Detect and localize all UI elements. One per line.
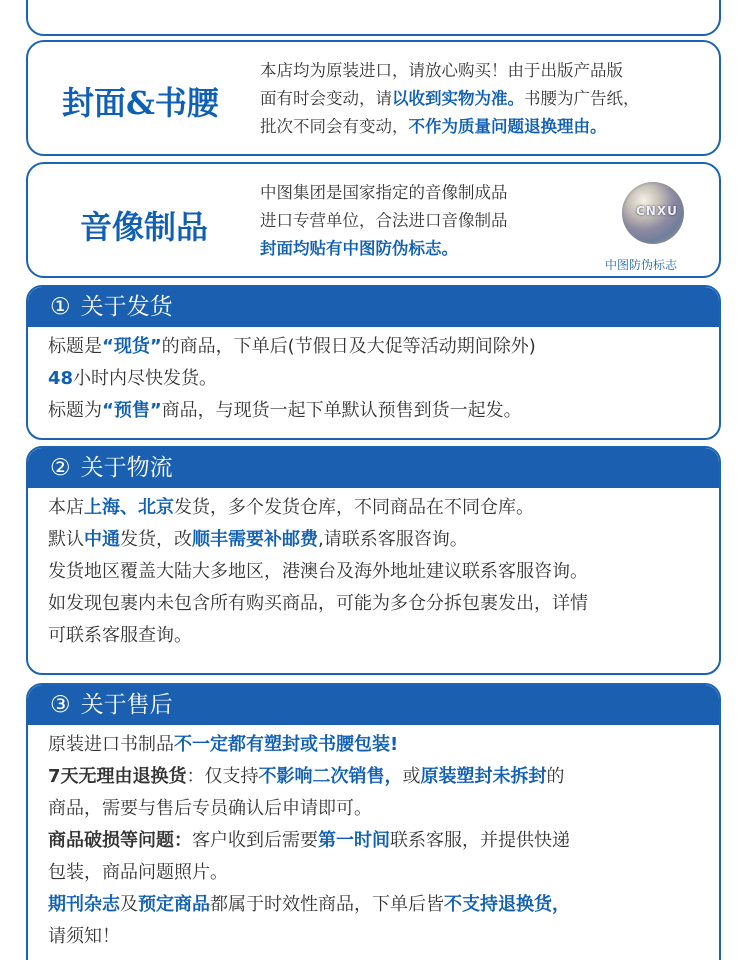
section-header [28, 448, 719, 488]
section-title: 关于物流 [80, 455, 173, 481]
text: ,请联系客服咨询。 [318, 529, 468, 550]
section-body [28, 488, 719, 652]
text: 默认 [48, 529, 84, 550]
highlight-text: 不影响二次销售， [258, 766, 403, 787]
logistics-section [26, 446, 721, 675]
text: 联系客服，并提供快递 [390, 830, 570, 851]
highlight-text: 不一定都有塑封或书腰包装! [174, 734, 399, 755]
text: 标题为 [48, 400, 102, 421]
bold-text: 7天无理由退换货 [48, 766, 187, 787]
audio-video-text [260, 179, 580, 263]
section-title: 关于售后 [80, 692, 173, 718]
highlight-text: 不支持退换货， [444, 894, 570, 915]
section-number: ② [50, 455, 71, 481]
highlight-text: 中通 [84, 529, 120, 550]
section-number: ① [50, 294, 71, 320]
text: 面有时会变动，请 [260, 89, 392, 108]
text: 商品，需要与售后专员确认后申请即可。 [48, 798, 372, 819]
section-body [28, 725, 719, 953]
bold-text: 商品破损等问题： [48, 830, 192, 851]
section-header [28, 287, 719, 327]
hologram-label: 中图防伪标志 [605, 258, 678, 272]
highlight-text: 原装塑封未拆封 [420, 766, 547, 787]
audio-video-title: 音像制品 [80, 208, 209, 246]
section-header [28, 685, 719, 725]
text: 的商品，下单后(节假日及大促等活动期间除外) [161, 336, 536, 357]
text: 商品，与现货一起下单默认预售到货一起发。 [161, 400, 522, 421]
text: 客户收到后需要 [192, 830, 318, 851]
text: 进口专营单位，合法进口音像制品 [260, 211, 508, 230]
hologram-text: CNXU [636, 204, 678, 218]
text: 可联系客服查询。 [48, 625, 192, 646]
text: 批次不同会有变动， [260, 117, 409, 136]
highlight-text: “预售” [102, 400, 162, 421]
highlight-text: 预定商品 [138, 894, 210, 915]
anti-counterfeit-hologram-icon [622, 182, 684, 244]
text: 发货，多个发货仓库，不同商品在不同仓库。 [174, 497, 534, 518]
text: 都属于时效性商品，下单后皆 [210, 894, 444, 915]
highlight-text: 期刊杂志 [48, 894, 120, 915]
top-banner [26, 0, 721, 36]
highlight-text: 上海、北京 [84, 497, 174, 518]
section-body [28, 327, 719, 427]
highlight-text: 顺丰需要补邮费 [192, 529, 318, 550]
text: 如发现包裹内未包含所有购买商品，可能为多仓分拆包裹发出，详情 [48, 593, 588, 614]
highlight-text: “现货” [102, 336, 162, 357]
audio-video-card [26, 162, 721, 278]
cover-belt-card [26, 40, 721, 156]
highlight-text: 48 [48, 368, 74, 389]
text: 发货，改 [120, 529, 192, 550]
cover-belt-title: 封面&书腰 [62, 84, 219, 122]
cover-belt-text [260, 57, 712, 141]
text: 中图集团是国家指定的音像制成品 [260, 183, 508, 202]
text: 小时内尽快发货。 [73, 368, 218, 389]
highlight-text: 不作为质量问题退换理由。 [408, 117, 607, 136]
text: 的 [546, 766, 565, 787]
text: ：仅支持 [186, 766, 259, 787]
text: 发货地区覆盖大陆大多地区，港澳台及海外地址建议联系客服咨询。 [48, 561, 588, 582]
section-title: 关于发货 [80, 294, 173, 320]
text: 本店均为原装进口，请放心购买！由于出版产品版 [260, 61, 623, 80]
text: 标题是 [48, 336, 102, 357]
highlight-text: 以收到实物为准。 [392, 89, 524, 108]
after-sales-section [26, 683, 721, 960]
text: 原装进口书制品 [48, 734, 174, 755]
text: 书腰为广告纸， [524, 89, 640, 108]
section-number: ③ [50, 692, 71, 718]
text: 包装，商品问题照片。 [48, 862, 228, 883]
text: 或 [402, 766, 421, 787]
highlight-text: 封面均贴有中图防伪标志。 [260, 239, 458, 258]
highlight-text: 第一时间 [318, 830, 390, 851]
text: 及 [120, 894, 138, 915]
text: 本店 [48, 497, 84, 518]
shipping-section [26, 285, 721, 440]
text: 请须知！ [48, 926, 120, 947]
